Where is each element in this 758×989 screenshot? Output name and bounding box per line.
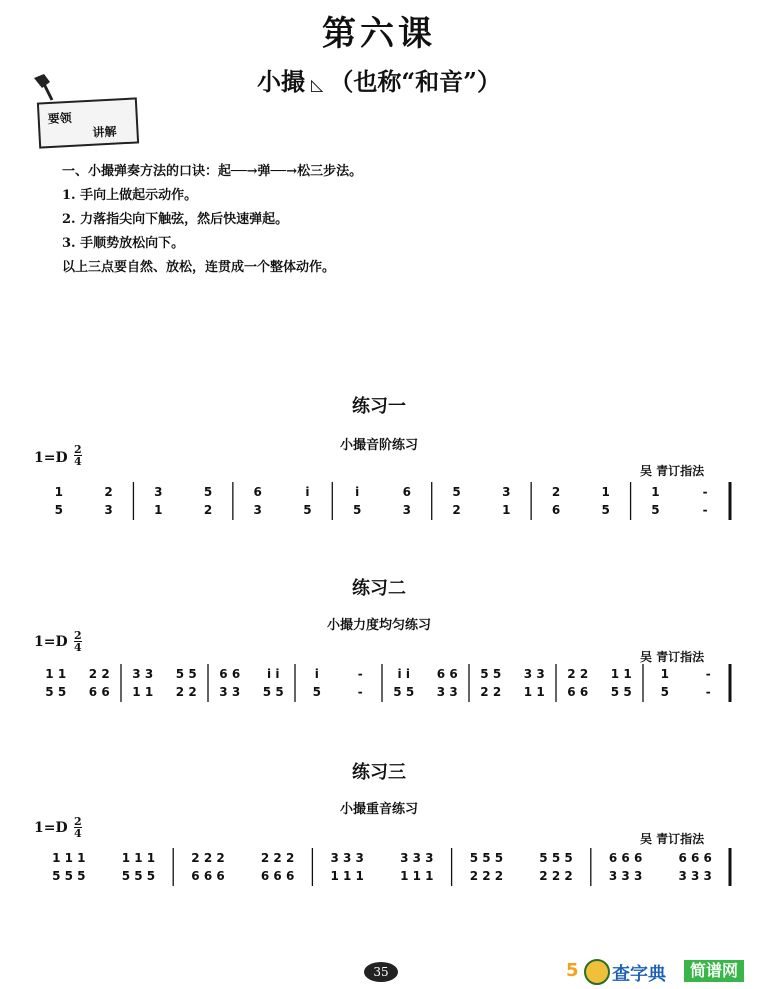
logo-badge: 简谱网 (684, 960, 744, 982)
time-signature: 2 4 (74, 443, 82, 468)
exercise-title: 练习一 (352, 396, 406, 417)
fingering-credit: 吴 青订指法 (640, 650, 705, 664)
exercise-title: 练习二 (352, 578, 406, 599)
lower-note: 1 1 1 (330, 869, 364, 883)
upper-note: 1 (601, 485, 610, 499)
rule-line: 2. 力落指尖向下触弦，然后快速弹起。 (62, 212, 289, 227)
upper-note: i (305, 485, 310, 499)
upper-note: 6 (253, 485, 262, 499)
lower-note: 3 3 (436, 685, 458, 699)
upper-note: 5 5 5 (539, 851, 573, 865)
lower-note: 5 5 (393, 685, 415, 699)
rule-line: 一、小撮弹奏方法的口诀：起──→弹──→松三步法。 (62, 164, 363, 179)
upper-note: 2 2 (88, 667, 110, 681)
time-signature: 2 4 (74, 815, 82, 840)
lower-note: 5 5 (45, 685, 67, 699)
upper-note: 5 (203, 485, 213, 499)
lower-note: 3 3 (219, 685, 241, 699)
lower-note: - (705, 685, 711, 699)
upper-note: 1 (651, 485, 660, 499)
lower-note: 3 (104, 503, 113, 517)
lower-note: 6 (551, 503, 561, 517)
lower-note: 1 1 (132, 685, 154, 699)
xiaocuo-symbol-icon: ◺ (311, 75, 324, 94)
rule-line: 1. 手向上做起示动作。 (62, 188, 198, 203)
rule-line: 以上三点要自然、放松，连贯成一个整体动作。 (62, 260, 336, 275)
lower-note: 1 1 1 (400, 869, 434, 883)
upper-note: 3 (502, 485, 511, 499)
fingering-credit: 吴 青订指法 (640, 832, 705, 846)
lower-note: 2 2 2 (469, 869, 504, 883)
mascot-icon (584, 959, 610, 985)
upper-note: - (705, 667, 711, 681)
lower-note: 5 5 5 (52, 869, 86, 883)
lower-note: 1 1 (523, 685, 545, 699)
key-signature: 1=D (34, 450, 68, 466)
key-signature: 1=D (34, 820, 68, 836)
lower-note: 6 6 (567, 685, 589, 699)
lower-note: 5 (601, 503, 610, 517)
pushpin-icon (30, 72, 58, 102)
upper-note: i i (397, 667, 410, 681)
lower-note: 5 5 5 (121, 869, 156, 883)
upper-note: 5 5 (480, 667, 502, 681)
lower-note: 6 6 (88, 685, 110, 699)
exercise-subtitle: 小撮力度均匀练习 (326, 618, 431, 633)
lower-note: 2 2 2 (539, 869, 573, 883)
upper-note: 2 (551, 485, 561, 499)
upper-note: 6 6 6 (608, 851, 643, 865)
lower-note: 3 3 3 (678, 869, 712, 883)
lower-note: 5 (312, 685, 321, 699)
lower-note: 3 (253, 503, 262, 517)
upper-note: - (702, 485, 708, 499)
lower-note: 5 (660, 685, 669, 699)
upper-note: 6 6 6 (678, 851, 712, 865)
tag-line1: 要领 (47, 110, 73, 127)
lower-note: 5 (352, 503, 362, 517)
lower-note: - (702, 503, 708, 517)
lower-note: 1 (502, 503, 511, 517)
lower-note: 5 5 (610, 685, 632, 699)
subtitle-paren: （也称“和音”） (329, 67, 501, 96)
lower-note: 1 (154, 503, 163, 517)
logo-text: 查字典 (612, 964, 666, 985)
page-number: 35 (364, 962, 398, 982)
lower-note: 2 2 (175, 685, 197, 699)
key-signature: 1=D (34, 634, 68, 650)
lower-note: 3 3 3 (608, 869, 643, 883)
upper-note: 1 1 1 (52, 851, 86, 865)
upper-note: 1 1 (45, 667, 67, 681)
lower-note: 5 5 (262, 685, 284, 699)
upper-note: 3 3 3 (400, 851, 434, 865)
upper-note: 6 (402, 485, 412, 499)
rule-line: 3. 手顺势放松向下。 (62, 236, 185, 251)
upper-note: - (357, 667, 363, 681)
exercise-subtitle: 小撮音阶练习 (339, 438, 418, 453)
lower-note: 3 (402, 503, 412, 517)
upper-note: 6 6 (219, 667, 241, 681)
upper-note: 1 1 1 (121, 851, 156, 865)
lower-note: - (357, 685, 363, 699)
upper-note: 2 2 2 (260, 851, 295, 865)
technique-rules (62, 160, 362, 280)
upper-note: i (314, 667, 319, 681)
upper-note: 6 6 (436, 667, 458, 681)
lower-note: 5 (54, 503, 64, 517)
upper-note: 3 3 3 (330, 851, 364, 865)
lesson-subtitle (0, 62, 758, 97)
upper-note: i i (267, 667, 280, 681)
exercise-title: 练习三 (352, 762, 406, 783)
upper-note: i (355, 485, 360, 499)
tips-tag (37, 97, 139, 148)
upper-note: 1 1 (610, 667, 632, 681)
lower-note: 6 6 6 (191, 869, 225, 883)
upper-note: 2 2 2 (191, 851, 225, 865)
upper-note: 2 2 (567, 667, 589, 681)
exercise-subtitle: 小撮重音练习 (339, 802, 418, 817)
upper-note: 1 (54, 485, 64, 499)
subtitle-text: 小撮 (257, 67, 306, 96)
site-logo[interactable] (566, 958, 752, 984)
upper-note: 3 (154, 485, 163, 499)
notation-staff (30, 478, 740, 534)
upper-note: 5 (452, 485, 461, 499)
upper-note: 5 5 5 (469, 851, 504, 865)
notation-staff (30, 660, 740, 716)
lower-note: 5 (651, 503, 660, 517)
logo-mark: 5 (566, 960, 579, 981)
upper-note: 3 3 (132, 667, 154, 681)
tag-line2: 讲解 (92, 124, 117, 140)
time-signature: 2 4 (74, 629, 82, 654)
lower-note: 6 6 6 (260, 869, 295, 883)
lesson-title: 第六课 (322, 14, 436, 54)
fingering-credit: 吴 青订指法 (640, 464, 705, 478)
upper-note: 3 3 (523, 667, 545, 681)
lower-note: 5 (303, 503, 312, 517)
lower-note: 2 (203, 503, 213, 517)
lower-note: 2 (452, 503, 461, 517)
notation-staff (30, 844, 740, 900)
lower-note: 2 2 (480, 685, 502, 699)
upper-note: 5 5 (175, 667, 197, 681)
upper-note: 1 (660, 667, 669, 681)
upper-note: 2 (104, 485, 113, 499)
